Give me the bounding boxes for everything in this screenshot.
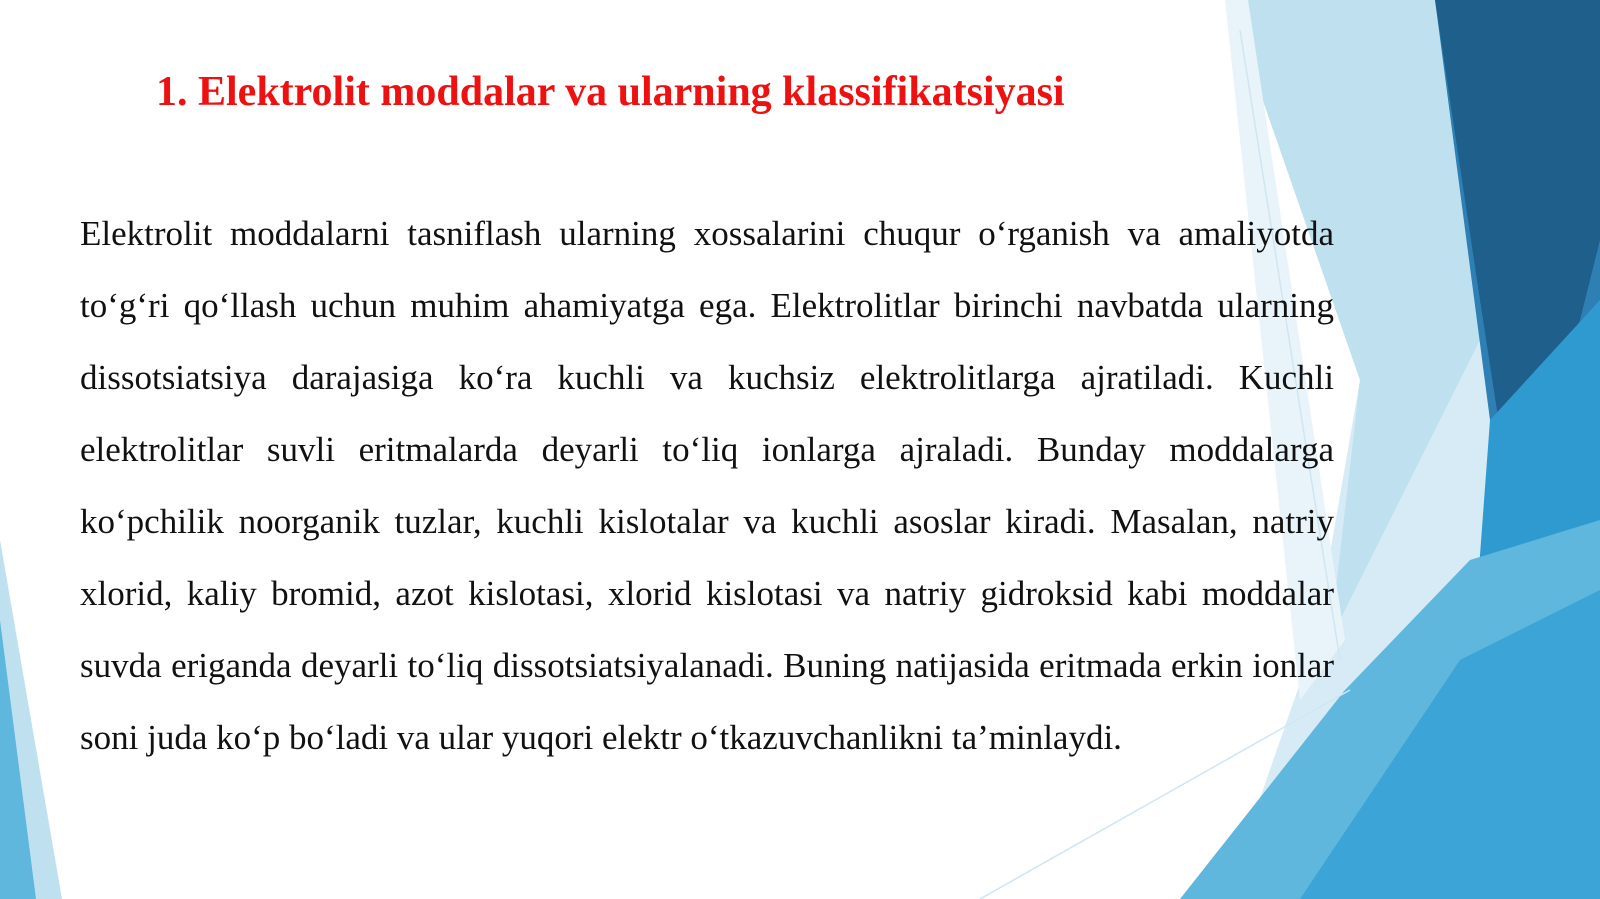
slide-body-text: Elektrolit moddalarni tasniflash ularning xossalarini chuqur o‘rganish va amaliyotda to‘g‘ri qo‘llash uchun muhim ahamiyatga ega. Elektrolitlar birinchi navbatda ularning dissotsiatsiya darajasiga ko‘ra kuchli va kuchsiz elektrolitlarga ajratiladi. Kuchli elektrolitlar suvli eritmalarda deyarli to‘liq ionlarga ajraladi. Bunday moddalarga ko‘pchilik noorganik tuzlar, kuchli kislotalar va kuchli asoslar kiradi. Masalan, natriy xlorid, kaliy bromid, azot kislotasi, xlorid kislotasi va natriy gidroksid kabi moddalar suvda eriganda deyarli to‘liq dissotsiatsiyalanadi. Buning natijasida eritmada erkin ionlar soni juda ko‘p bo‘ladi va ular yuqori elektr o‘tkazuvchanlikni ta’minlaydi.: [80, 214, 1334, 757]
slide-title: 1. Elektrolit moddalar va ularning klassifikatsiyasi: [156, 69, 1065, 115]
